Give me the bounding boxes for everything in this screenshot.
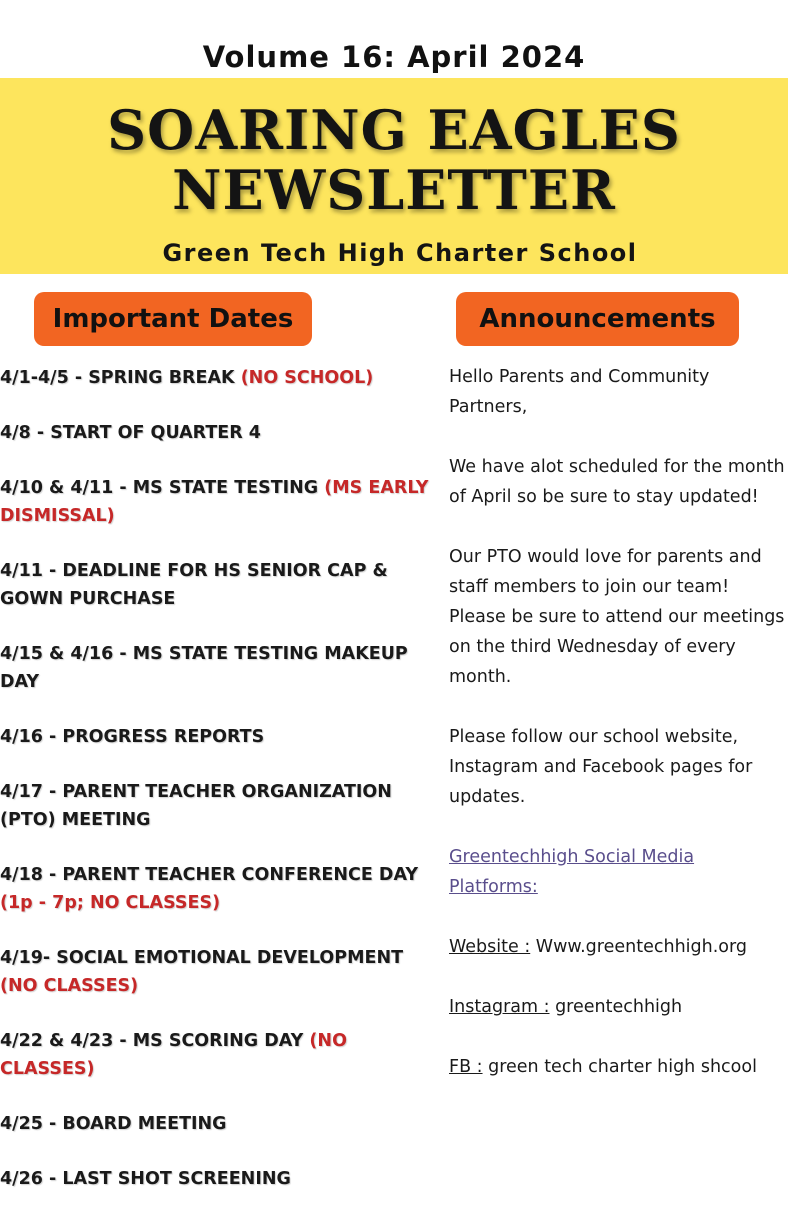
school-name: Green Tech High Charter School <box>162 239 638 267</box>
date-item: 4/18 - PARENT TEACHER CONFERENCE DAY (1p - 7p; NO CLASSES) <box>0 865 418 913</box>
date-item: 4/17 - PARENT TEACHER ORGANIZATION (PTO) MEETING <box>0 782 392 830</box>
instagram-value: greentechhigh <box>549 997 683 1017</box>
newsletter-title <box>0 100 788 220</box>
date-item: 4/15 & 4/16 - MS STATE TESTING MAKEUP DAY <box>0 644 408 692</box>
announcement-paragraph: We have alot scheduled for the month of April so be sure to stay updated! <box>449 457 785 507</box>
volume-heading: Volume 16: April 2024 <box>202 40 586 74</box>
announcements-body <box>449 362 788 1112</box>
website-value[interactable]: Www.greentechhigh.org <box>530 937 747 957</box>
social-media-link[interactable]: Greentechhigh Social Media Platforms: <box>449 847 695 897</box>
date-item: 4/22 & 4/23 - MS SCORING DAY (NO CLASSES) <box>0 1031 347 1079</box>
date-item: 4/8 - START OF QUARTER 4 <box>0 423 261 443</box>
greeting: Hello Parents and Community Partners, <box>449 367 710 417</box>
instagram-label: Instagram : <box>449 997 550 1017</box>
facebook-line <box>449 1052 788 1082</box>
title-line-1: SOARING EAGLES <box>107 98 681 162</box>
date-item: 4/26 - LAST SHOT SCREENING <box>0 1169 291 1189</box>
date-item: 4/10 & 4/11 - MS STATE TESTING (MS EARLY DISMISSAL) <box>0 478 429 526</box>
announcement-paragraph: Please follow our school website, Instagram and Facebook pages for updates. <box>449 727 753 807</box>
announcement-paragraph: Our PTO would love for parents and staff members to join our team! Please be sure to attend our meetings on the third Wednesday of every month. <box>449 547 785 687</box>
important-dates-list <box>0 364 440 1220</box>
website-label: Website : <box>449 937 531 957</box>
title-line-2: NEWSLETTER <box>172 158 616 222</box>
facebook-label: FB : <box>449 1057 483 1077</box>
website-line <box>449 932 788 962</box>
date-item: 4/11 - DEADLINE FOR HS SENIOR CAP & GOWN PURCHASE <box>0 561 388 609</box>
announcements-heading: Announcements <box>456 292 739 346</box>
date-item: 4/19- SOCIAL EMOTIONAL DEVELOPMENT (NO CLASSES) <box>0 948 404 996</box>
date-item: 4/16 - PROGRESS REPORTS <box>0 727 265 747</box>
important-dates-heading: Important Dates <box>34 292 312 346</box>
date-item: 4/1-4/5 - SPRING BREAK (NO SCHOOL) <box>0 368 374 388</box>
date-item: 4/25 - BOARD MEETING <box>0 1114 227 1134</box>
facebook-value: green tech charter high shcool <box>482 1057 757 1077</box>
title-banner <box>0 78 788 274</box>
instagram-line <box>449 992 788 1022</box>
